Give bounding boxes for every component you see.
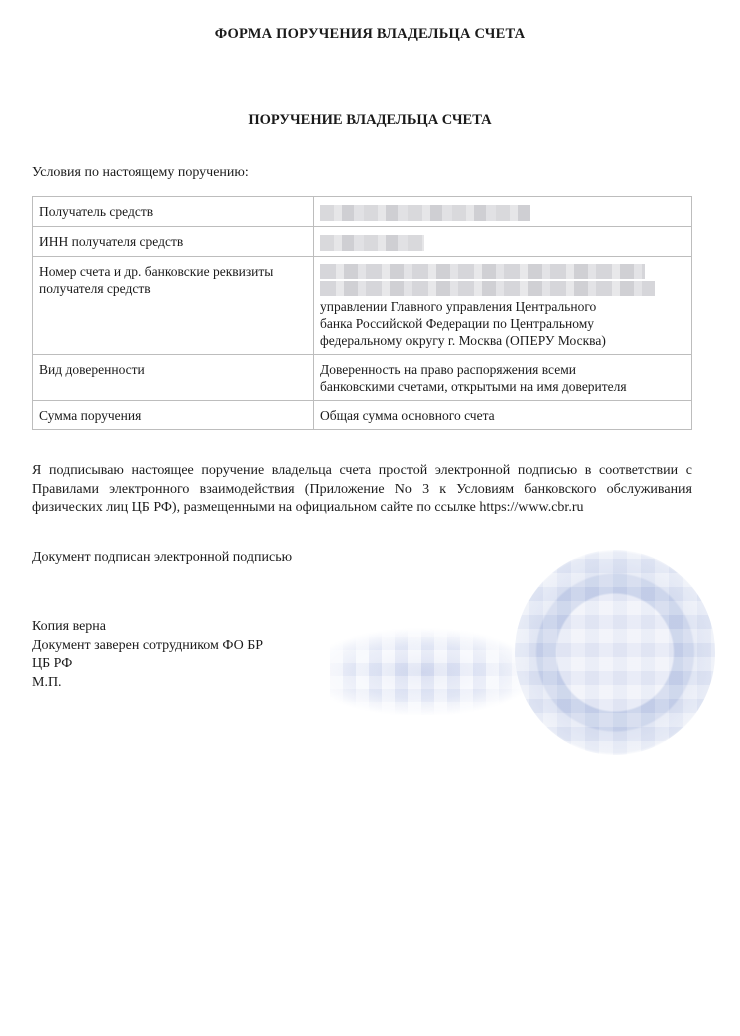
inn-label: ИНН получателя средств — [33, 226, 314, 256]
form-title: ФОРМА ПОРУЧЕНИЯ ВЛАДЕЛЬЦА СЧЕТА — [214, 26, 526, 42]
recipient-value — [314, 197, 692, 227]
poa-label: Вид доверенности — [33, 354, 314, 400]
account-label: Номер счета и др. банковские реквизиты получателя средств — [33, 256, 314, 354]
certification-block — [32, 618, 263, 692]
table-row — [33, 226, 692, 256]
poa-value — [314, 354, 692, 400]
table-row — [33, 354, 692, 400]
signed-note: Документ подписан электронной подписью — [32, 550, 293, 565]
certification-line: ЦБ РФ — [32, 656, 73, 671]
table-row — [33, 197, 692, 227]
account-value-line: банка Российской Федерации по Центральному — [320, 315, 594, 331]
inn-value — [314, 226, 692, 256]
redacted-account-line-2 — [320, 281, 655, 296]
order-details-table — [32, 196, 692, 430]
table-row — [33, 256, 692, 354]
seal-pixelation — [515, 550, 715, 755]
redacted-recipient — [320, 205, 530, 221]
signature-statement: Я подписываю настоящее поручение владельца счета простой электронной подписью в соответствии с Правилами электронного взаимодействия (Приложение No 3 к Условиям банковского обслуживания физических лиц ЦБ РФ), размещенными на официальном сайте по ссылке https://www.cbr.ru — [32, 463, 692, 515]
document-title: ПОРУЧЕНИЕ ВЛАДЕЛЬЦА СЧЕТА — [248, 112, 492, 128]
table-row — [33, 400, 692, 429]
redacted-inn — [320, 235, 424, 251]
account-value-line: федеральному округу г. Москва (ОПЕРУ Москва) — [320, 332, 606, 348]
account-value-line: управлении Главного управления Центрального — [320, 298, 597, 314]
poa-value-line: Доверенность на право распоряжения всеми — [320, 361, 576, 377]
recipient-label: Получатель средств — [33, 197, 314, 227]
account-value — [314, 256, 692, 354]
certification-line: Копия верна — [32, 619, 107, 634]
certification-line: Документ заверен сотрудником ФО БР — [32, 637, 264, 653]
conditions-label: Условия по настоящему поручению: — [32, 165, 249, 180]
certification-line: М.П. — [32, 674, 62, 690]
stamp-and-signature — [330, 540, 720, 770]
redacted-account-line-1 — [320, 264, 645, 279]
amount-label: Сумма поручения — [33, 400, 314, 429]
poa-value-line: банковскими счетами, открытыми на имя доверителя — [320, 378, 627, 394]
amount-value: Общая сумма основного счета — [314, 400, 692, 429]
